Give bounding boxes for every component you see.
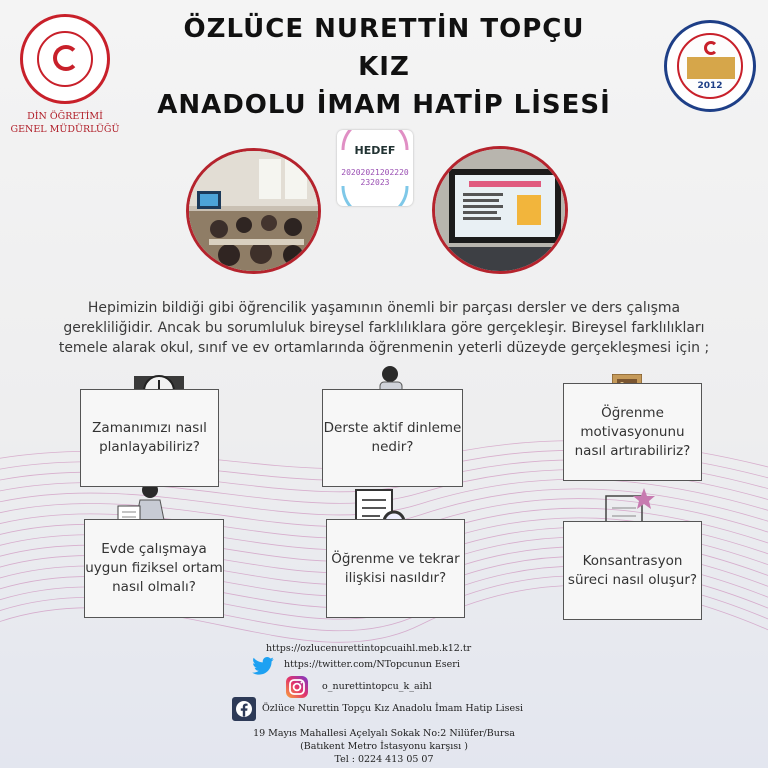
hedef-logo-years: 20202021202220232023 — [341, 168, 409, 187]
ministry-caption-line1: DİN ÖĞRETİMİ — [27, 111, 103, 122]
twitter-icon[interactable] — [252, 657, 274, 675]
card-concentration-label: Konsantrasyon süreci nasıl oluşur? — [567, 552, 698, 588]
card-active-listening[interactable] — [322, 389, 463, 487]
classroom-photo — [186, 148, 321, 274]
card-learning-motivation[interactable] — [563, 383, 702, 481]
ministry-logo — [20, 14, 110, 104]
card-active-listening-label: Derste aktif dinleme nedir? — [323, 420, 462, 455]
footer-facebook[interactable]: Özlüce Nurettin Topçu Kız Anadolu İmam Hatip Lisesi — [262, 703, 524, 714]
hedef-logo-title: HEDEF — [354, 144, 396, 157]
footer-address — [200, 727, 568, 766]
school-title-line2: KIZ — [358, 52, 410, 82]
school-logo-year: 2012 — [697, 81, 723, 91]
classroom-photo-image — [189, 151, 321, 274]
school-title-line3: ANADOLU İMAM HATİP LİSESİ — [157, 90, 611, 120]
footer-address-line2: (Batıkent Metro İstasyonu karşısı ) — [300, 741, 468, 752]
footer-website[interactable]: https://ozlucenurettintopcuaihl.meb.k12.tr — [266, 643, 472, 654]
card-time-planning[interactable] — [80, 389, 219, 487]
smartboard-photo — [432, 146, 568, 274]
card-home-study-environment-label: Evde çalışmaya uygun fiziksel ortam nasıl olmalı? — [85, 541, 223, 595]
card-home-study-environment[interactable] — [84, 519, 224, 618]
card-learning-motivation-label: Öğrenme motivasyonunu nasıl artırabiliriz? — [574, 404, 691, 459]
school-building-icon — [687, 57, 735, 79]
card-time-planning-label: Zamanımızı nasıl planlayabiliriz? — [92, 420, 207, 455]
intro-paragraph: Hepimizin bildiği gibi öğrencilik yaşamının önemli bir parçası dersler ve ders çalışma gerekliliğidir. Ancak bu sorumluluk bireysel farklılıklara göre gerçekleşir. Bireysel farklılıkları temele alarak okul, sınıf ve ev ortamlarında öğrenmenin yeterli düzeyde gerçekleşmesi için ; — [58, 300, 710, 356]
card-learning-repetition[interactable] — [326, 519, 465, 618]
footer-twitter[interactable]: https://twitter.com/NTopcunun Eseri — [284, 659, 460, 670]
ministry-caption-line2: GENEL MÜDÜRLÜĞÜ — [10, 124, 120, 135]
hedef-logo — [337, 130, 413, 206]
school-logo — [664, 20, 756, 112]
facebook-icon[interactable] — [232, 697, 256, 721]
footer-phone: Tel : 0224 413 05 07 — [334, 754, 434, 765]
instagram-icon[interactable] — [286, 676, 308, 698]
school-logo-inner-ring — [677, 33, 743, 99]
school-title-line1: ÖZLÜCE NURETTİN TOPÇU — [183, 14, 585, 44]
card-concentration[interactable] — [563, 521, 702, 620]
smartboard-photo-image — [435, 149, 568, 274]
footer-address-line1: 19 Mayıs Mahallesi Açelyalı Sokak No:2 Nilüfer/Bursa — [253, 728, 515, 739]
footer-instagram[interactable]: o_nurettintopcu_k_aihl — [322, 681, 432, 692]
crescent-icon — [53, 45, 79, 71]
crescent-icon — [704, 41, 718, 55]
card-learning-repetition-label: Öğrenme ve tekrar ilişkisi nasıldır? — [331, 550, 460, 586]
